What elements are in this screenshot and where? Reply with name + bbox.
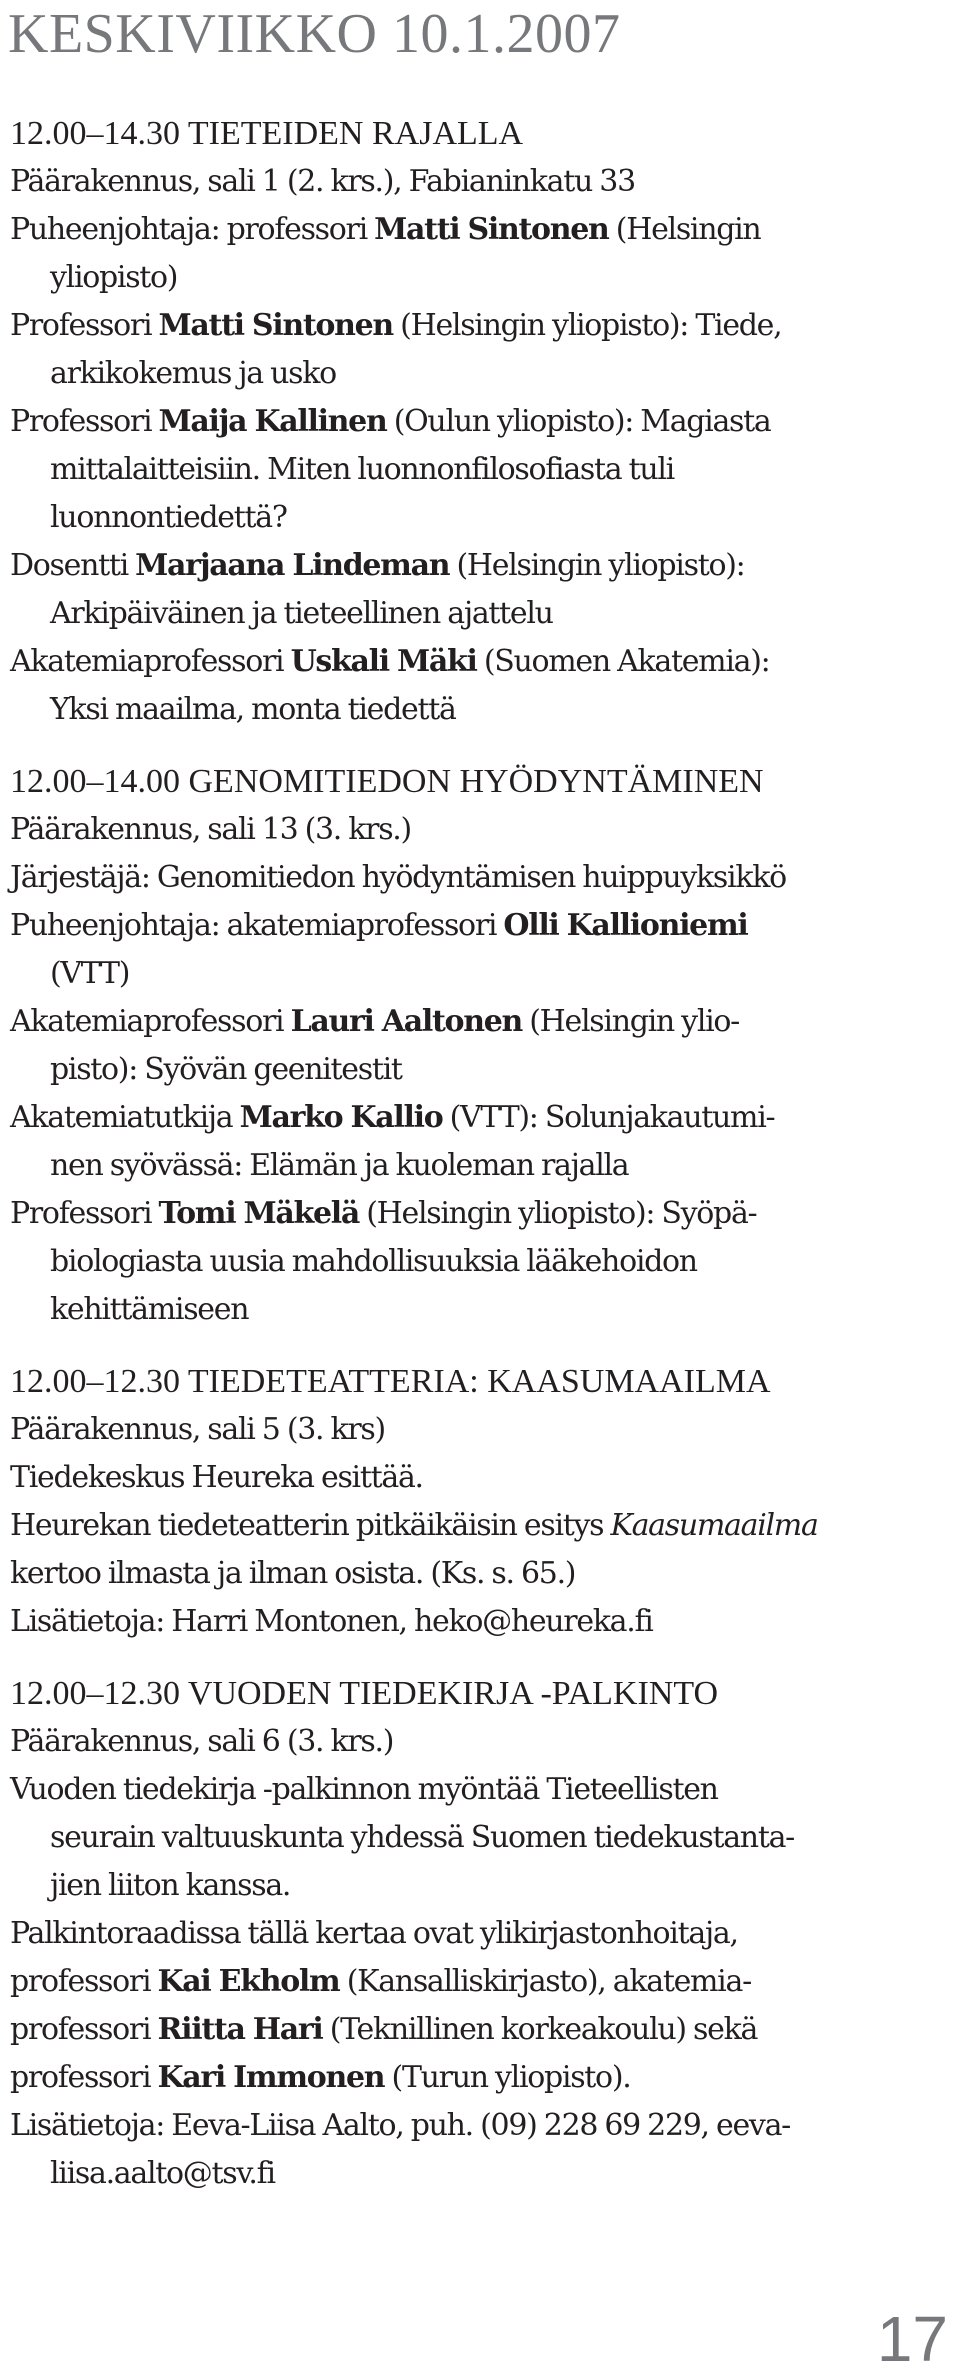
talk-entry <box>10 542 955 590</box>
session-time-title: 12.00–12.30 TIEDETEATTERIA: KAASUMAAILMA <box>10 1363 771 1400</box>
session-text <box>10 2054 955 2102</box>
talk-title-continued: arkikokemus ja usko <box>50 356 336 391</box>
page-number: 17 <box>876 2303 948 2375</box>
speaker-name: Lauri Aaltonen <box>290 1004 523 1039</box>
session-text: Palkintoraadissa tällä kertaa ovat ylikirjastonhoitaja, <box>10 1916 738 1951</box>
session-genomitiedon-hyodyntaminen <box>10 758 955 1334</box>
speaker-name: Uskali Mäki <box>290 644 477 679</box>
jury-affiliation: (Turun yliopisto). <box>384 2060 631 2095</box>
speaker-title: Professori <box>10 1196 159 1231</box>
session-contact-continued: liisa.aalto@tsv.fi <box>50 2156 275 2191</box>
session-vuoden-tiedekirja <box>10 1670 955 2198</box>
talk-entry <box>10 1094 955 1142</box>
session-text-continued: jien liiton kanssa. <box>50 1868 291 1903</box>
session-text: kertoo ilmasta ja ilman osista. (Ks. s. 65.) <box>10 1556 576 1591</box>
chair-label: Puheenjohtaja: professori <box>10 212 375 247</box>
talk-text: (Helsingin yliopisto): <box>449 548 745 583</box>
session-contact: Lisätietoja: Eeva-Liisa Aalto, puh. (09) 228 69 229, eeva- <box>10 2108 790 2143</box>
session-text <box>10 1958 955 2006</box>
talk-entry <box>10 302 955 350</box>
program-content <box>10 110 955 2222</box>
speaker-title: Professori <box>10 404 159 439</box>
speaker-title: Professori <box>10 308 159 343</box>
talk-title-continued: kehittämiseen <box>50 1292 249 1327</box>
session-location: Päärakennus, sali 13 (3. krs.) <box>10 812 411 847</box>
speaker-title: Dosentti <box>10 548 136 583</box>
session-time-title: 12.00–14.00 GENOMITIEDON HYÖDYNTÄMINEN <box>10 763 764 800</box>
talk-text: (Suomen Akatemia): <box>476 644 770 679</box>
session-chair <box>10 206 955 254</box>
session-text: Tiedekeskus Heureka esittää. <box>10 1460 423 1495</box>
session-location: Päärakennus, sali 5 (3. krs) <box>10 1412 385 1447</box>
talk-text: (VTT): Solunjakautumi- <box>442 1100 775 1135</box>
speaker-name: Matti Sintonen <box>158 308 393 343</box>
speaker-name: Maija Kallinen <box>158 404 387 439</box>
talk-text: (Oulun yliopisto): Magiasta <box>386 404 771 439</box>
session-location: Päärakennus, sali 1 (2. krs.), Fabianinkatu 33 <box>10 164 635 199</box>
jury-title: professori <box>10 2060 158 2095</box>
session-time-title: 12.00–14.30 TIETEIDEN RAJALLA <box>10 115 524 152</box>
talk-title-continued: biologiasta uusia mahdollisuuksia lääkehoidon <box>50 1244 697 1279</box>
jury-title: professori <box>10 2012 158 2047</box>
speaker-name: Tomi Mäkelä <box>158 1196 360 1231</box>
chair-label: Puheenjohtaja: akatemiaprofessori <box>10 908 504 943</box>
session-text <box>10 2006 955 2054</box>
talk-title-continued: luonnontiedettä? <box>50 500 287 535</box>
session-location: Päärakennus, sali 6 (3. krs.) <box>10 1724 394 1759</box>
talk-text: (Helsingin yliopisto): Tiede, <box>392 308 782 343</box>
jury-title: professori <box>10 1964 158 1999</box>
talk-entry <box>10 398 955 446</box>
jury-name: Kai Ekholm <box>157 1964 340 1999</box>
talk-text: (Helsingin yliopisto): Syöpä- <box>359 1196 757 1231</box>
chair-name: Olli Kallioniemi <box>503 908 748 943</box>
jury-affiliation: (Kansalliskirjasto), akatemia- <box>339 1964 751 1999</box>
chair-affiliation: (Helsingin <box>608 212 761 247</box>
day-title: KESKIVIIKKO 10.1.2007 <box>8 3 621 65</box>
performance-title: Kaasumaailma <box>610 1508 818 1543</box>
session-organizer: Järjestäjä: Genomitiedon hyödyntämisen huippuyksikkö <box>10 860 786 895</box>
session-tiedeteatteria <box>10 1358 955 1646</box>
speaker-title: Akatemiatutkija <box>10 1100 240 1135</box>
session-chair-continued: (VTT) <box>50 956 130 991</box>
jury-name: Kari Immonen <box>157 2060 385 2095</box>
session-chair <box>10 902 955 950</box>
talk-text: (Helsingin ylio- <box>522 1004 740 1039</box>
session-text <box>10 1502 955 1550</box>
session-tieteiden-rajalla <box>10 110 955 734</box>
talk-entry <box>10 1190 955 1238</box>
speaker-title: Akatemiaprofessori <box>10 644 291 679</box>
speaker-name: Marko Kallio <box>239 1100 443 1135</box>
jury-name: Riitta Hari <box>157 2012 323 2047</box>
speaker-name: Marjaana Lindeman <box>135 548 450 583</box>
session-contact: Lisätietoja: Harri Montonen, heko@heureka.fi <box>10 1604 653 1639</box>
session-text: Vuoden tiedekirja -palkinnon myöntää Tieteellisten <box>10 1772 718 1807</box>
session-time-title: 12.00–12.30 VUODEN TIEDEKIRJA -PALKINTO <box>10 1675 719 1712</box>
speaker-title: Akatemiaprofessori <box>10 1004 291 1039</box>
talk-title-continued: nen syövässä: Elämän ja kuoleman rajalla <box>50 1148 629 1183</box>
talk-title-continued: pisto): Syövän geenitestit <box>50 1052 402 1087</box>
talk-title-continued: Arkipäiväinen ja tieteellinen ajattelu <box>50 596 553 631</box>
jury-affiliation: (Teknillinen korkeakoulu) sekä <box>322 2012 758 2047</box>
session-chair-continued: yliopisto) <box>50 260 178 295</box>
chair-name: Matti Sintonen <box>374 212 609 247</box>
session-text-continued: seurain valtuuskunta yhdessä Suomen tiedekustanta- <box>50 1820 795 1855</box>
talk-entry <box>10 998 955 1046</box>
talk-title-continued: mittalaitteisiin. Miten luonnonfilosofiasta tuli <box>50 452 674 487</box>
talk-title-continued: Yksi maailma, monta tiedettä <box>50 692 456 727</box>
talk-entry <box>10 638 955 686</box>
session-text-part: Heurekan tiedeteatterin pitkäikäisin esitys <box>10 1508 611 1543</box>
